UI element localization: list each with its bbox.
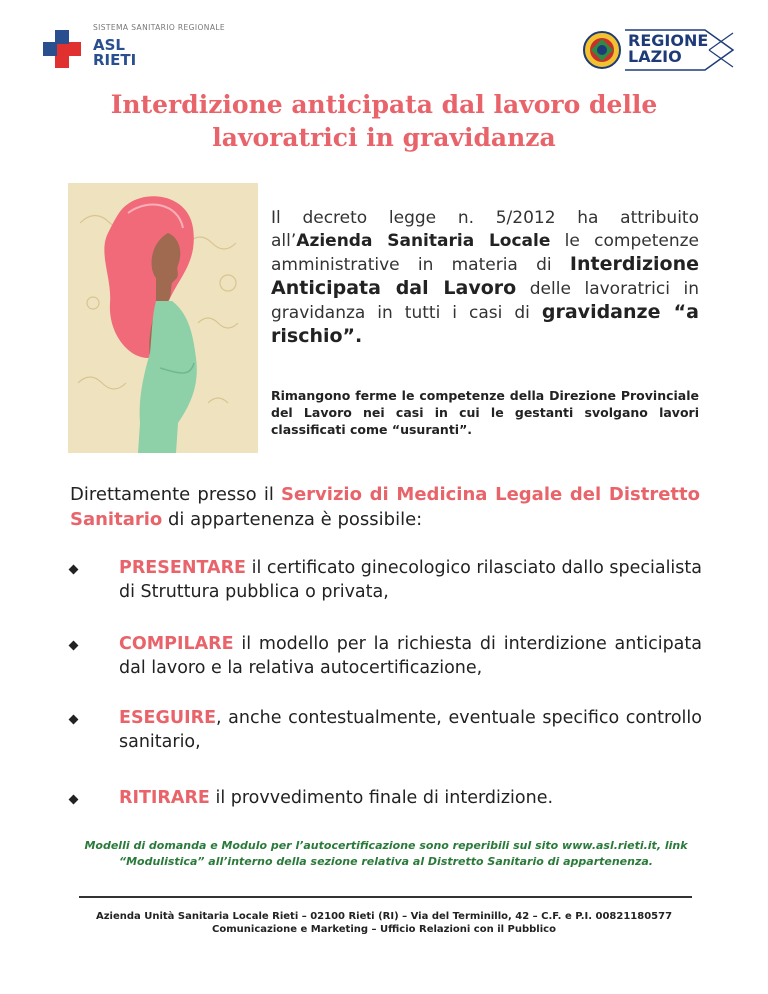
- list-item-verb: COMPILARE: [119, 634, 234, 654]
- footer-line2: Comunicazione e Marketing – Ufficio Relazioni con il Pubblico: [212, 924, 556, 935]
- pregnant-woman-illustration: [68, 183, 258, 453]
- lead-paragraph: [70, 482, 700, 532]
- diamond-bullet-icon: [69, 715, 79, 725]
- intro-interdizione-emphasis: Interdizione Anticipata dal Lavoro: [271, 253, 699, 299]
- list-item-text: il provvedimento finale di interdizione.: [209, 788, 554, 808]
- list-item-text: il modello per la richiesta di interdizione anticipata dal lavoro e la relativa autocertificazione,: [119, 634, 702, 678]
- modulistica-footnote: Modelli di domanda e Modulo per l’autocertificazione sono reperibili sul sito www.asl.rieti.it, link “Modulistica” all’interno della sezione relativa al Distretto Sanitario di appartenenza.: [84, 839, 688, 868]
- intro-rischio-emphasis: gravidanze “a rischio”.: [271, 301, 699, 347]
- list-item: [70, 632, 702, 680]
- intro-text-a: Il decreto legge n. 5/2012 ha attribuito all’: [271, 208, 699, 251]
- list-item: [70, 556, 702, 604]
- region-line1: REGIONE: [628, 31, 709, 50]
- list-item: [70, 706, 702, 754]
- footer: [60, 910, 708, 936]
- lead-service-emphasis: Servizio di Medicina Legale del Distretto Sanitario: [70, 484, 700, 530]
- asl-system-label: SISTEMA SANITARIO REGIONALE: [93, 23, 226, 32]
- page-title: Interdizione anticipata dal lavoro delle lavoratrici in gravidanza: [110, 90, 658, 152]
- regione-lazio-emblem-icon: [582, 30, 622, 70]
- asl-line2: RIETI: [93, 51, 137, 69]
- diamond-bullet-icon: [69, 565, 79, 575]
- footer-divider: [79, 896, 692, 898]
- intro-text-e: delle lavoratrici in gravidanza in tutti i casi di: [271, 279, 699, 323]
- list-item-verb: RITIRARE: [119, 788, 210, 808]
- intro-note: Rimangono ferme le competenze della Direzione Provinciale del Lavoro nei casi in cui le gestanti svolgano lavori classificati come “usuranti”.: [271, 388, 699, 437]
- asl-logo-text: [93, 38, 136, 68]
- lead-text-a: Direttamente presso il: [70, 484, 281, 505]
- diamond-bullet-icon: [69, 795, 79, 805]
- list-item-text: il certificato ginecologico rilasciato dallo specialista di Struttura pubblica o privata,: [119, 558, 702, 602]
- intro-asl-emphasis: Azienda Sanitaria Locale: [296, 231, 551, 251]
- regione-lazio-text: [628, 33, 708, 65]
- asl-cross-logo-icon: [43, 30, 81, 68]
- intro-paragraph: [271, 207, 699, 349]
- list-item-verb: PRESENTARE: [119, 558, 247, 578]
- region-line2: LAZIO: [628, 47, 682, 66]
- lead-text-c: di appartenenza è possibile:: [162, 509, 423, 530]
- intro-text-c: le competenze amministrative in materia di: [271, 231, 699, 275]
- list-item-text: , anche contestualmente, eventuale specifico controllo sanitario,: [119, 708, 702, 752]
- list-item: [70, 786, 702, 810]
- footer-line1: Azienda Unità Sanitaria Locale Rieti – 02100 Rieti (RI) – Via del Terminillo, 42 – C.F. e P.I. 00821180577: [95, 911, 673, 922]
- header: [0, 0, 768, 85]
- diamond-bullet-icon: [69, 641, 79, 651]
- actions-list: [70, 556, 702, 838]
- asl-line1: ASL: [93, 36, 125, 54]
- list-item-verb: ESEGUIRE: [119, 708, 217, 728]
